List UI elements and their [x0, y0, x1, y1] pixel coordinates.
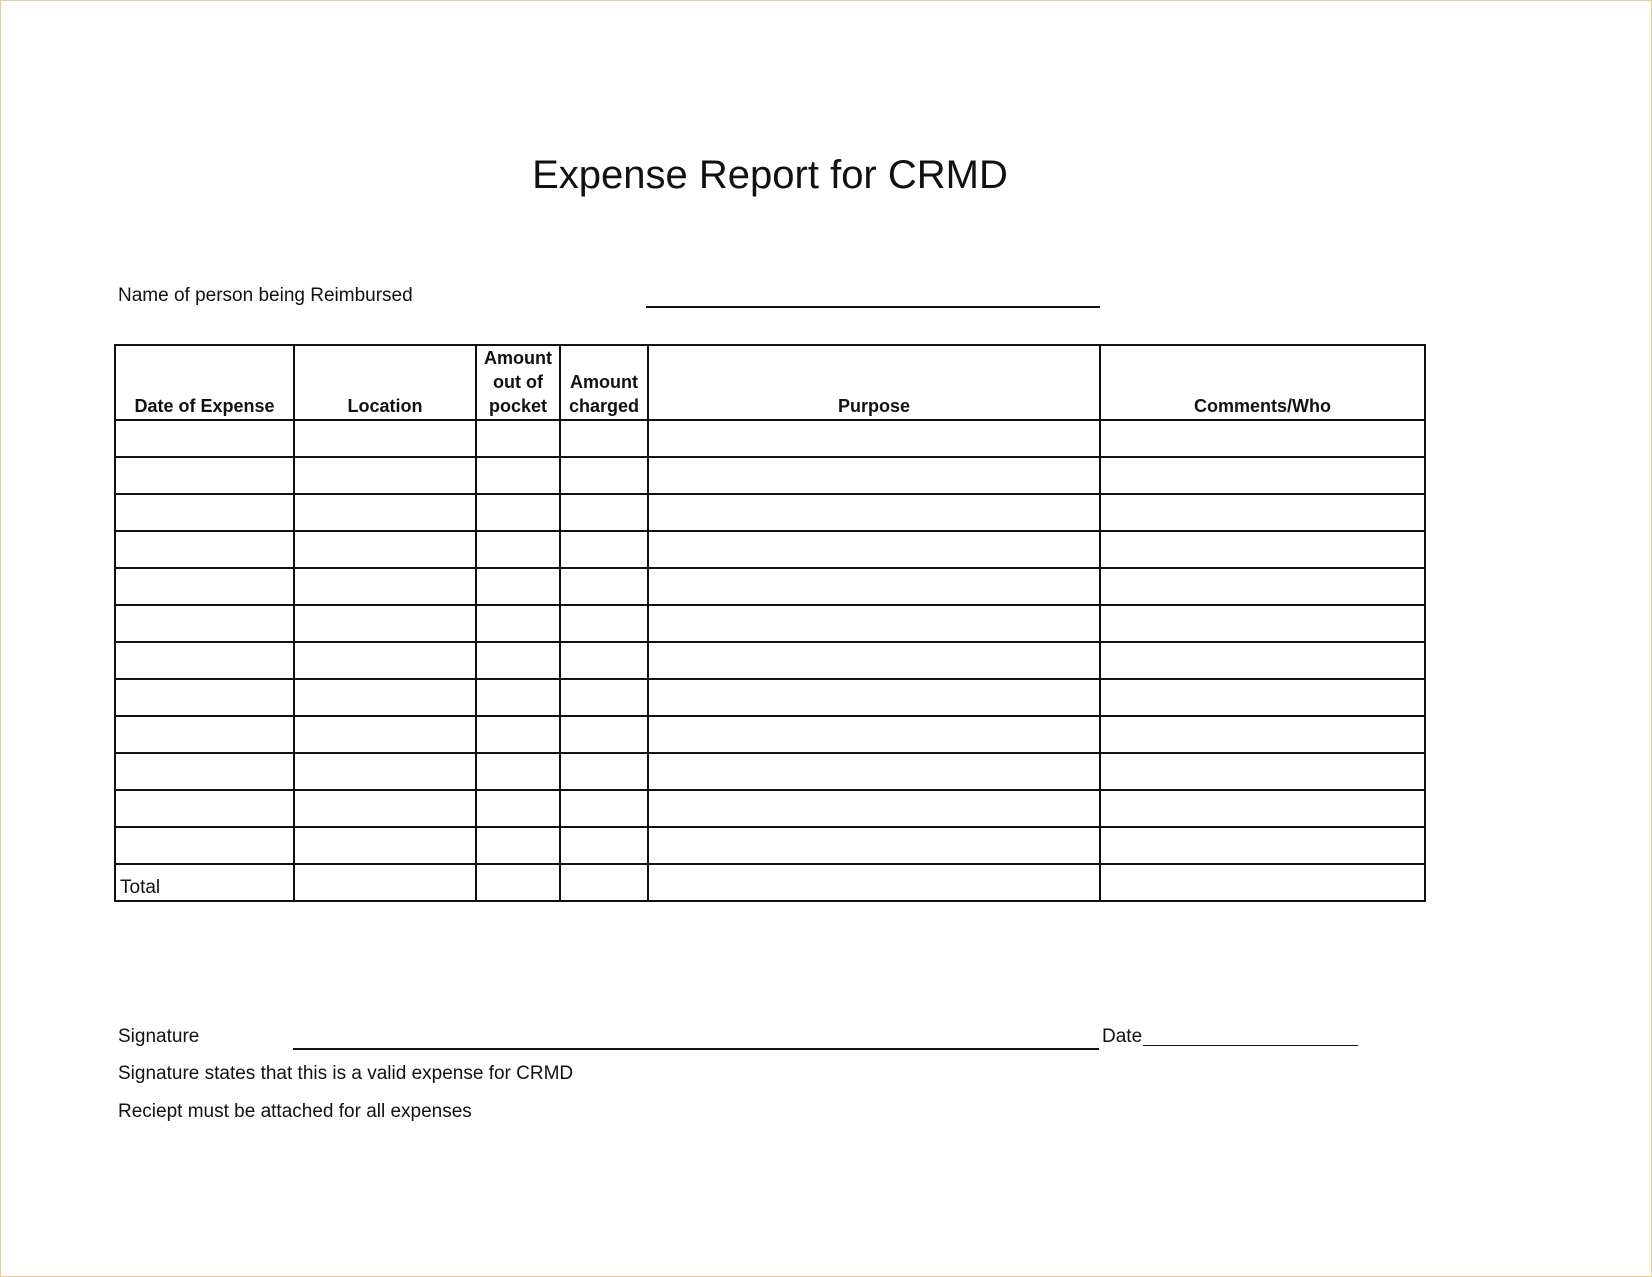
date-cell[interactable] [115, 531, 294, 568]
out-of-pocket-cell[interactable] [476, 716, 560, 753]
table-row [115, 753, 1425, 790]
date-cell[interactable] [115, 494, 294, 531]
total-purpose-cell[interactable] [648, 864, 1100, 901]
total-out-of-pocket-cell[interactable] [476, 864, 560, 901]
comments-cell[interactable] [1100, 827, 1425, 864]
signature-input-line[interactable] [293, 1048, 1099, 1050]
charged-cell[interactable] [560, 827, 648, 864]
purpose-cell[interactable] [648, 494, 1100, 531]
location-cell[interactable] [294, 457, 476, 494]
out-of-pocket-cell[interactable] [476, 568, 560, 605]
purpose-cell[interactable] [648, 457, 1100, 494]
purpose-cell[interactable] [648, 753, 1100, 790]
location-cell[interactable] [294, 420, 476, 457]
expense-table [114, 344, 1426, 902]
total-comments-cell[interactable] [1100, 864, 1425, 901]
table-row [115, 716, 1425, 753]
comments-cell[interactable] [1100, 790, 1425, 827]
charged-cell[interactable] [560, 790, 648, 827]
table-row [115, 531, 1425, 568]
out-of-pocket-cell[interactable] [476, 457, 560, 494]
out-of-pocket-cell[interactable] [476, 753, 560, 790]
header-comments-who: Comments/Who [1100, 345, 1425, 420]
charged-cell[interactable] [560, 531, 648, 568]
out-of-pocket-cell[interactable] [476, 827, 560, 864]
charged-cell[interactable] [560, 494, 648, 531]
total-label: Total [115, 864, 294, 901]
location-cell[interactable] [294, 494, 476, 531]
purpose-cell[interactable] [648, 605, 1100, 642]
comments-cell[interactable] [1100, 420, 1425, 457]
purpose-cell[interactable] [648, 827, 1100, 864]
date-cell[interactable] [115, 642, 294, 679]
purpose-cell[interactable] [648, 420, 1100, 457]
purpose-cell[interactable] [648, 642, 1100, 679]
out-of-pocket-cell[interactable] [476, 605, 560, 642]
name-input-line[interactable] [646, 306, 1100, 308]
out-of-pocket-cell[interactable] [476, 679, 560, 716]
charged-cell[interactable] [560, 716, 648, 753]
date-cell[interactable] [115, 568, 294, 605]
table-body [115, 420, 1425, 901]
location-cell[interactable] [294, 605, 476, 642]
header-amount-charged [560, 345, 648, 420]
purpose-cell[interactable] [648, 568, 1100, 605]
comments-cell[interactable] [1100, 568, 1425, 605]
purpose-cell[interactable] [648, 790, 1100, 827]
date-input-line[interactable] [1143, 1045, 1358, 1046]
comments-cell[interactable] [1100, 531, 1425, 568]
comments-cell[interactable] [1100, 494, 1425, 531]
out-of-pocket-cell[interactable] [476, 420, 560, 457]
comments-cell[interactable] [1100, 716, 1425, 753]
location-cell[interactable] [294, 753, 476, 790]
date-cell[interactable] [115, 716, 294, 753]
table-row [115, 827, 1425, 864]
location-cell[interactable] [294, 790, 476, 827]
purpose-cell[interactable] [648, 531, 1100, 568]
signature-note: Signature states that this is a valid expense for CRMD [118, 1063, 574, 1084]
header-purpose: Purpose [648, 345, 1100, 420]
charged-cell[interactable] [560, 753, 648, 790]
table-row [115, 605, 1425, 642]
table-row [115, 457, 1425, 494]
location-cell[interactable] [294, 568, 476, 605]
out-of-pocket-cell[interactable] [476, 494, 560, 531]
date-cell[interactable] [115, 679, 294, 716]
charged-cell[interactable] [560, 457, 648, 494]
table-row [115, 642, 1425, 679]
header-amount-out-of-pocket [476, 345, 560, 420]
location-cell[interactable] [294, 531, 476, 568]
charged-cell[interactable] [560, 420, 648, 457]
comments-cell[interactable] [1100, 605, 1425, 642]
receipt-note: Reciept must be attached for all expenses [118, 1101, 472, 1122]
comments-cell[interactable] [1100, 642, 1425, 679]
table-row [115, 790, 1425, 827]
purpose-cell[interactable] [648, 679, 1100, 716]
table-header-row [115, 345, 1425, 420]
charged-cell[interactable] [560, 568, 648, 605]
location-cell[interactable] [294, 827, 476, 864]
comments-cell[interactable] [1100, 753, 1425, 790]
out-of-pocket-cell[interactable] [476, 531, 560, 568]
table-row [115, 494, 1425, 531]
location-cell[interactable] [294, 716, 476, 753]
date-cell[interactable] [115, 457, 294, 494]
header-amount-out-of-pocket-label: Amount out of pocket [484, 348, 552, 416]
date-cell[interactable] [115, 420, 294, 457]
date-label: Date [1102, 1026, 1143, 1047]
table-row [115, 568, 1425, 605]
out-of-pocket-cell[interactable] [476, 790, 560, 827]
purpose-cell[interactable] [648, 716, 1100, 753]
document-title: Expense Report for CRMD [532, 153, 1008, 197]
comments-cell[interactable] [1100, 457, 1425, 494]
charged-cell[interactable] [560, 679, 648, 716]
table-row [115, 679, 1425, 716]
charged-cell[interactable] [560, 605, 648, 642]
header-location: Location [294, 345, 476, 420]
date-cell[interactable] [115, 605, 294, 642]
header-date-of-expense: Date of Expense [115, 345, 294, 420]
total-row [115, 864, 1425, 901]
location-cell[interactable] [294, 642, 476, 679]
date-cell[interactable] [115, 790, 294, 827]
comments-cell[interactable] [1100, 679, 1425, 716]
total-location-cell[interactable] [294, 864, 476, 901]
out-of-pocket-cell[interactable] [476, 642, 560, 679]
signature-label: Signature [118, 1026, 200, 1047]
location-cell[interactable] [294, 679, 476, 716]
header-amount-charged-label: Amount charged [568, 372, 640, 416]
date-cell[interactable] [115, 753, 294, 790]
name-label: Name of person being Reimbursed [118, 285, 413, 306]
total-charged-cell[interactable] [560, 864, 648, 901]
date-cell[interactable] [115, 827, 294, 864]
table-row [115, 420, 1425, 457]
charged-cell[interactable] [560, 642, 648, 679]
